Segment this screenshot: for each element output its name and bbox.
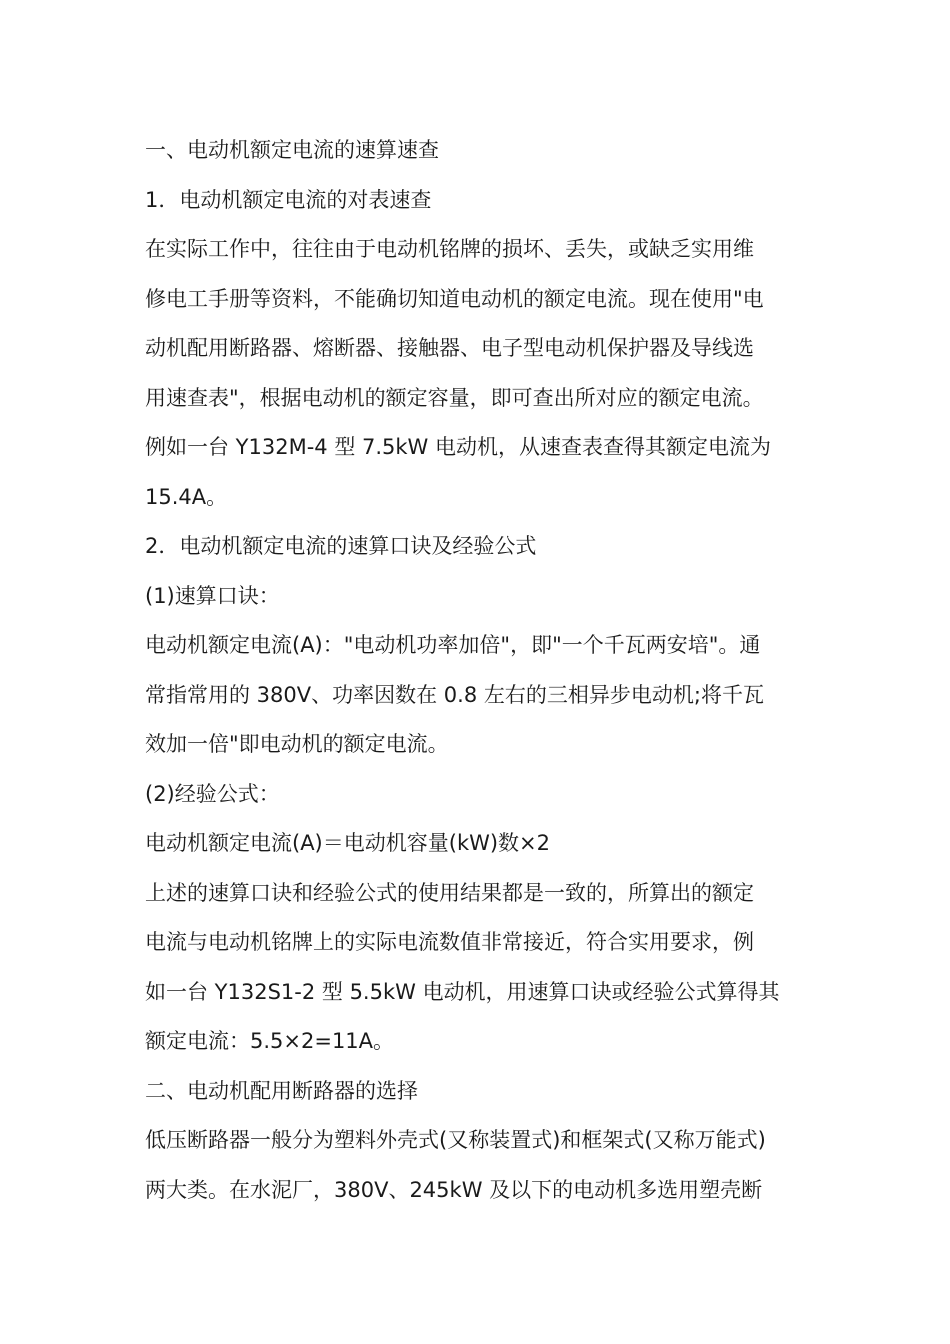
section-heading-1: 一、电动机额定电流的速算速查 [145,138,439,162]
paragraph-line: 修电工手册等资料，不能确切知道电动机的额定电流。现在使用"电 [145,286,764,311]
paragraph-line: 常指常用的 380V、功率因数在 0.8 左右的三相异步电动机;将千瓦 [145,682,764,707]
document-body [145,126,810,1215]
paragraph-line: 电流与电动机铭牌上的实际电流数值非常接近，符合实用要求，例 [145,930,754,954]
subsection-heading-1-2: 2．电动机额定电流的速算口诀及经验公式 [145,534,537,558]
paragraph-line: 低压断路器一般分为塑料外壳式(又称装置式)和框架式(又称万能式) [145,1128,766,1152]
paragraph-line: 例如一台 Y132M-4 型 7.5kW 电动机，从速查表查得其额定电流为 [145,435,771,459]
paragraph-line: 上述的速算口诀和经验公式的使用结果都是一致的，所算出的额定 [145,880,754,905]
paragraph-line: 额定电流：5.5×2=11A。 [145,1029,395,1053]
paragraph-line: 两大类。在水泥厂，380V、245kW 及以下的电动机多选用塑壳断 [145,1177,763,1202]
paragraph-line: 15.4A。 [145,484,228,509]
section-heading-2: 二、电动机配用断路器的选择 [145,1078,418,1103]
paragraph-line: 效加一倍"即电动机的额定电流。 [145,732,449,756]
item-heading-2: (2)经验公式： [145,781,280,806]
paragraph-line: 在实际工作中，往往由于电动机铭牌的损坏、丢失，或缺乏实用维 [145,237,754,261]
paragraph-line: 如一台 Y132S1-2 型 5.5kW 电动机，用速算口诀或经验公式算得其 [145,979,780,1004]
paragraph-line: 用速查表"，根据电动机的额定容量，即可查出所对应的额定电流。 [145,385,764,410]
item-heading-1: (1)速算口诀： [145,583,280,608]
subsection-heading-1-1: 1．电动机额定电流的对表速查 [145,187,432,212]
paragraph-line: 动机配用断路器、熔断器、接触器、电子型电动机保护器及导线选 [145,336,754,360]
paragraph-line: 电动机额定电流(A)："电动机功率加倍"，即"一个千瓦两安培"。通 [145,633,761,657]
formula-line: 电动机额定电流(A)＝电动机容量(kW)数×2 [145,831,551,855]
